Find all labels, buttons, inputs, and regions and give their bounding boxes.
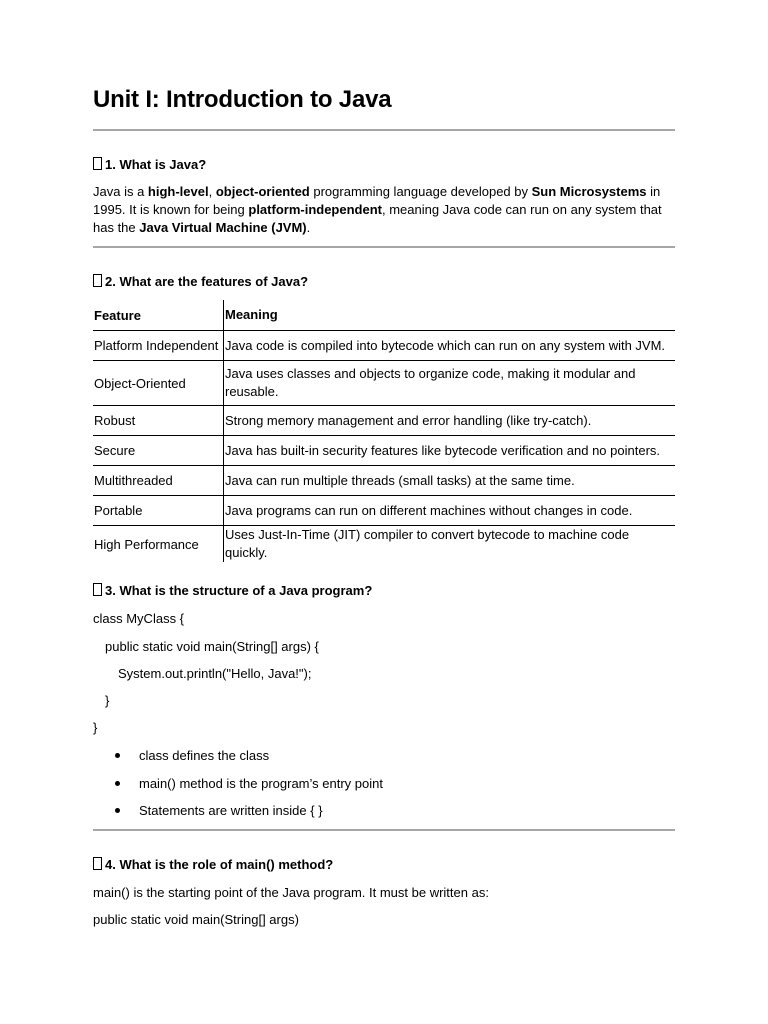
meaning-cell: Java can run multiple threads (small tasks) at the same time.: [224, 466, 676, 496]
feature-cell: High Performance: [93, 526, 224, 563]
meaning-cell: Strong memory management and error handling (like try-catch).: [224, 406, 676, 436]
table-row: [93, 331, 675, 361]
meaning-cell: Java code is compiled into bytecode which can run on any system with JVM.: [224, 331, 676, 361]
meaning-cell: Uses Just-In-Time (JIT) compiler to convert bytecode to machine code quickly.: [224, 526, 676, 563]
meaning-cell: Java has built-in security features like bytecode verification and no pointers.: [224, 436, 676, 466]
table-row: [93, 526, 675, 563]
question-2-heading: 2. What are the features of Java?: [93, 274, 308, 289]
question-1-heading: 1. What is Java?: [93, 157, 206, 172]
missing-glyph-icon: [93, 274, 102, 287]
features-table: [93, 300, 675, 562]
code-line: public static void main(String[] args): [93, 912, 299, 927]
code-line: }: [93, 720, 98, 735]
feature-cell: Object-Oriented: [93, 361, 224, 406]
list-item: Statements are written inside { }: [115, 803, 323, 818]
list-item: class defines the class: [115, 748, 269, 763]
bullet-icon: [115, 753, 120, 758]
missing-glyph-icon: [93, 857, 102, 870]
code-line: class MyClass {: [93, 611, 185, 626]
table-row: [93, 361, 675, 406]
meaning-cell: Java uses classes and objects to organize code, making it modular and reusable.: [224, 361, 676, 406]
missing-glyph-icon: [93, 157, 102, 170]
divider: [93, 129, 675, 131]
question-1-answer: Java is a high-level, object-oriented programming language developed by Sun Microsystems in 1995. It is known for being platform-independent, meaning Java code can run on any system that has the Java Virtual Machine (JVM).: [93, 184, 662, 235]
missing-glyph-icon: [93, 583, 102, 596]
page-title: Unit I: Introduction to Java: [93, 86, 392, 113]
table-row: [93, 496, 675, 526]
divider: [93, 829, 675, 831]
table-row: [93, 406, 675, 436]
divider: [93, 246, 675, 248]
code-line: public static void main(String[] args) {: [105, 639, 319, 654]
meaning-cell: Java programs can run on different machines without changes in code.: [224, 496, 676, 526]
question-3-heading: 3. What is the structure of a Java program?: [93, 583, 372, 598]
table-row: [93, 466, 675, 496]
table-row: [93, 436, 675, 466]
question-4-heading: 4. What is the role of main() method?: [93, 857, 333, 872]
bullet-icon: [115, 808, 120, 813]
question-4-answer: main() is the starting point of the Java program. It must be written as:: [93, 885, 489, 900]
feature-cell: Robust: [93, 406, 224, 436]
code-line: System.out.println("Hello, Java!");: [118, 666, 312, 681]
code-line: }: [105, 693, 110, 708]
feature-cell: Platform Independent: [93, 331, 224, 361]
column-header-feature: Feature: [94, 307, 141, 323]
feature-cell: Portable: [93, 496, 224, 526]
column-header-meaning: Meaning: [224, 300, 676, 331]
bullet-icon: [115, 781, 120, 786]
list-item: main() method is the program’s entry point: [115, 776, 383, 791]
table-header-row: [93, 300, 675, 331]
feature-cell: Secure: [93, 436, 224, 466]
feature-cell: Multithreaded: [93, 466, 224, 496]
